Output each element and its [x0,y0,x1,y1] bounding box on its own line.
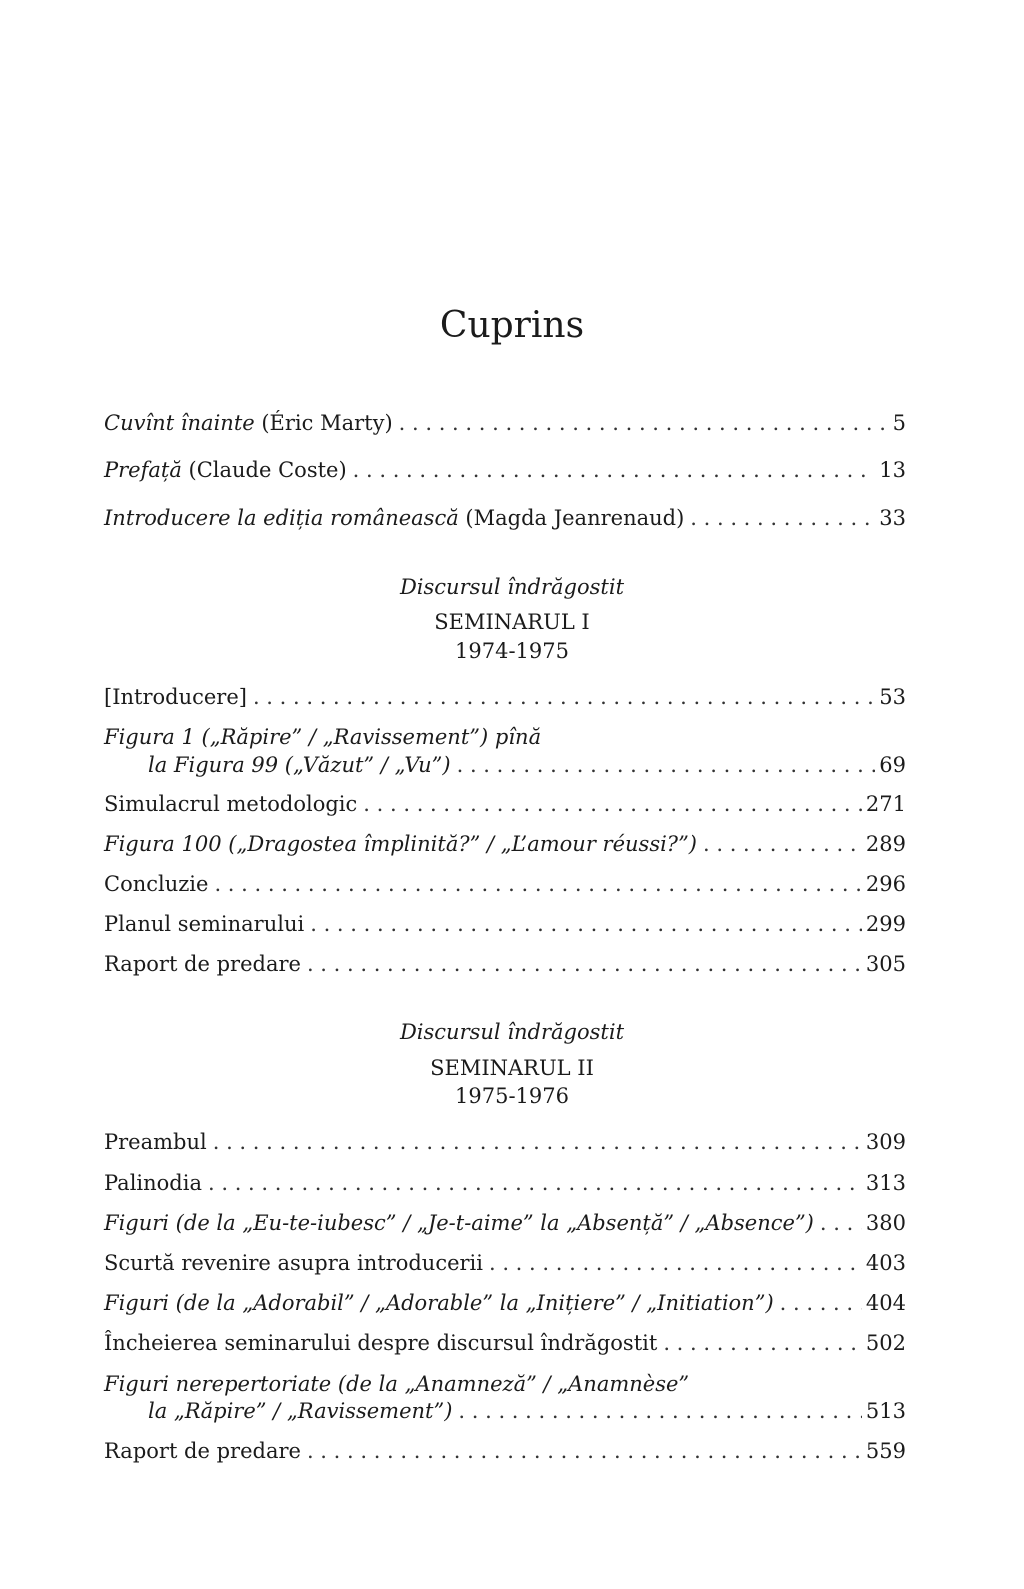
page-number: 305 [865,952,906,976]
dot-leader [304,909,862,939]
page-number: 53 [879,685,906,709]
toc-entry-first-line[interactable]: Figuri nerepertoriate (de la „Anamneză” / „Anamnèse” [104,1372,690,1396]
dot-leader [357,789,862,819]
entry-title: la Figura 99 („Văzut” / „Vu”) [148,753,451,777]
dot-leader [301,1436,862,1466]
page-number: 13 [879,458,906,482]
toc-entry[interactable] [104,1127,906,1157]
toc-entry-foreword[interactable] [104,408,906,438]
dot-leader [451,750,876,780]
entry-title [104,455,347,485]
page-number: 313 [865,1171,906,1195]
entry-title: Figuri (de la „Eu-te-iubesc” / „Je-t-aime” la „Absență” / „Absence”) [104,1211,814,1235]
entry-title [104,503,684,533]
dot-leader [657,1328,862,1358]
page-title: Cuprins [439,305,585,346]
toc-entry[interactable] [104,1248,906,1278]
entry-title: Figura 100 („Dragostea împlinită?” / „L’amour réussi?”) [104,832,697,856]
page-number: 404 [865,1291,906,1315]
entry-title-italic: Introducere la ediția românească [104,506,459,530]
dot-leader [814,1208,862,1238]
toc-entry[interactable] [104,1208,906,1238]
page-number: 403 [865,1251,906,1275]
toc-entry[interactable] [104,682,906,712]
section-1-subtitle: Discursul îndrăgostit [399,575,625,599]
dot-leader [347,455,876,485]
dot-leader [483,1248,862,1278]
entry-title: Preambul [104,1130,207,1154]
dot-leader [697,829,862,859]
dot-leader [393,408,889,438]
entry-title: Scurtă revenire asupra introducerii [104,1251,483,1275]
entry-title: Încheierea seminarului despre discursul îndrăgostit [104,1331,658,1355]
page-number: 513 [865,1399,906,1423]
page-number: 69 [879,753,906,777]
toc-entry[interactable] [104,1436,906,1466]
page-number: 299 [865,912,906,936]
entry-title-italic: Prefață [104,458,182,482]
section-2-subtitle: Discursul îndrăgostit [399,1020,625,1044]
entry-title-author: (Magda Jeanrenaud) [458,506,685,530]
toc-entry[interactable] [104,1328,906,1358]
toc-entry[interactable] [104,789,906,819]
dot-leader [208,869,861,899]
page-number: 296 [865,872,906,896]
toc-entry[interactable] [104,1288,906,1318]
entry-title: la „Răpire” / „Ravissement”) [148,1399,453,1423]
dot-leader [774,1288,862,1318]
entry-title [104,408,393,438]
entry-title-italic: Cuvînt înainte [104,411,255,435]
toc-entry[interactable] [148,1396,906,1426]
page-number: 559 [865,1439,906,1463]
page-number: 33 [879,506,906,530]
toc-entry[interactable] [104,909,906,939]
dot-leader [207,1127,862,1157]
entry-title: Raport de predare [104,952,301,976]
entry-title: Planul seminarului [104,912,305,936]
section-2-years: 1975-1976 [455,1084,569,1108]
entry-title-author: (Claude Coste) [181,458,347,482]
entry-title: Palinodia [104,1171,202,1195]
toc-entry[interactable] [104,949,906,979]
page-number: 5 [892,411,906,435]
page-number: 289 [865,832,906,856]
entry-title: Figuri (de la „Adorabil” / „Adorable” la „Inițiere” / „Initiation”) [104,1291,774,1315]
toc-entry[interactable] [104,869,906,899]
page-number: 502 [865,1331,906,1355]
dot-leader [684,503,875,533]
dot-leader [301,949,862,979]
dot-leader [247,682,875,712]
entry-title: Concluzie [104,872,209,896]
section-2-heading: SEMINARUL II [430,1056,594,1080]
toc-entry-first-line[interactable]: Figura 1 („Răpire” / „Ravissement”) pînă [104,725,542,749]
entry-title: Raport de predare [104,1439,301,1463]
section-1-years: 1974-1975 [455,639,569,663]
page-number: 309 [865,1130,906,1154]
dot-leader [452,1396,862,1426]
toc-entry[interactable] [148,750,906,780]
toc-entry[interactable] [104,829,906,859]
page-number: 380 [865,1211,906,1235]
toc-entry[interactable] [104,1168,906,1198]
entry-title: Simulacrul metodologic [104,792,358,816]
dot-leader [202,1168,862,1198]
toc-entry-preface[interactable] [104,455,906,485]
entry-title: [Introducere] [104,685,247,709]
entry-title-author: (Éric Marty) [254,411,393,435]
page-number: 271 [865,792,906,816]
toc-entry-romanian-introduction[interactable] [104,503,906,533]
section-1-heading: SEMINARUL I [434,610,590,634]
